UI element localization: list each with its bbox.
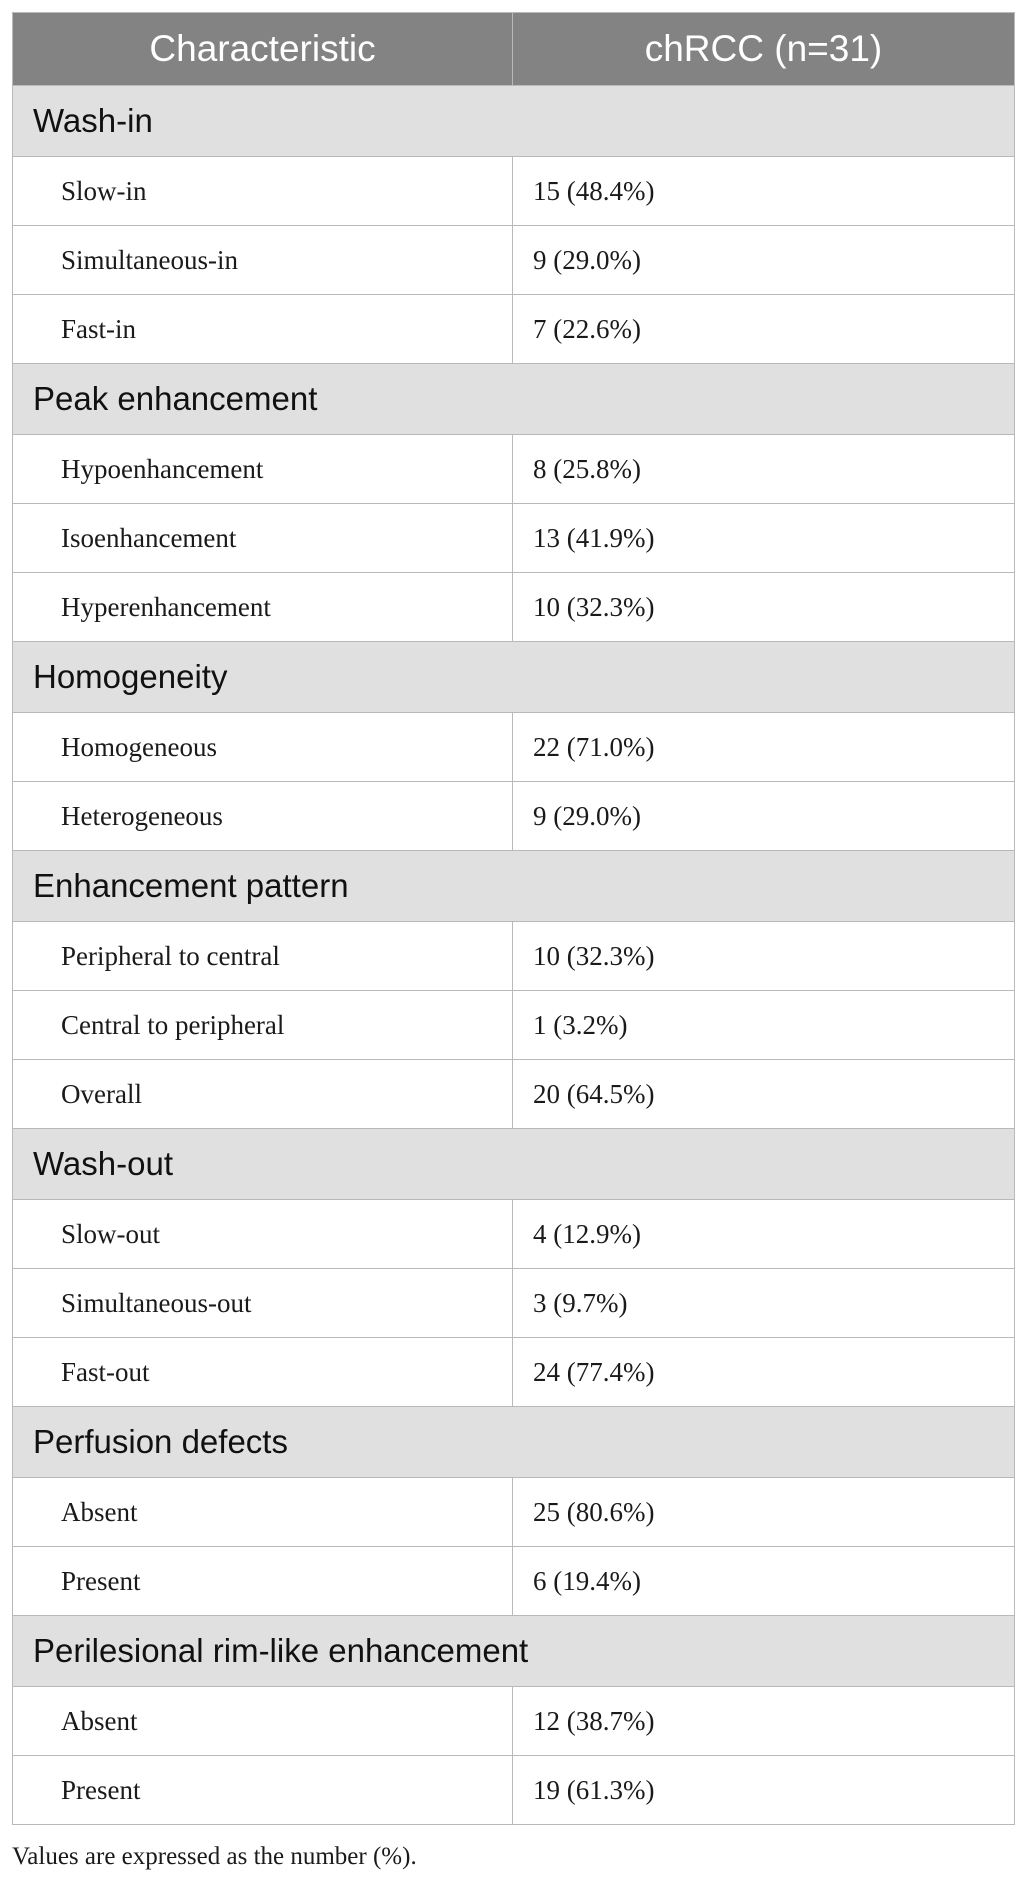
table-row: [13, 1756, 1015, 1825]
header-characteristic: Characteristic: [13, 13, 513, 86]
table-row: [13, 295, 1015, 364]
row-value: 10 (32.3%): [513, 922, 1015, 991]
table-row: [13, 157, 1015, 226]
table-row: [13, 1547, 1015, 1616]
row-value: 3 (9.7%): [513, 1269, 1015, 1338]
row-value: 20 (64.5%): [513, 1060, 1015, 1129]
row-label: Overall: [13, 1060, 513, 1129]
row-value: 24 (77.4%): [513, 1338, 1015, 1407]
group-row: [13, 1616, 1015, 1687]
group-title: Wash-in: [13, 86, 1015, 157]
table-row: [13, 713, 1015, 782]
row-label: Absent: [13, 1478, 513, 1547]
table-row: [13, 991, 1015, 1060]
row-label: Peripheral to central: [13, 922, 513, 991]
row-label: Fast-in: [13, 295, 513, 364]
table-row: [13, 1687, 1015, 1756]
table-row: [13, 922, 1015, 991]
table-container: [12, 12, 1014, 1825]
row-label: Central to peripheral: [13, 991, 513, 1060]
row-label: Slow-out: [13, 1200, 513, 1269]
row-label: Hyperenhancement: [13, 573, 513, 642]
row-value: 19 (61.3%): [513, 1756, 1015, 1825]
group-row: [13, 1407, 1015, 1478]
row-value: 25 (80.6%): [513, 1478, 1015, 1547]
row-value: 7 (22.6%): [513, 295, 1015, 364]
table-body: [13, 86, 1015, 1825]
group-title: Wash-out: [13, 1129, 1015, 1200]
row-label: Heterogeneous: [13, 782, 513, 851]
table-row: [13, 782, 1015, 851]
group-title: Peak enhancement: [13, 364, 1015, 435]
table-row: [13, 1338, 1015, 1407]
characteristics-table: [12, 12, 1015, 1825]
group-title: Homogeneity: [13, 642, 1015, 713]
table-row: [13, 573, 1015, 642]
row-label: Absent: [13, 1687, 513, 1756]
row-label: Slow-in: [13, 157, 513, 226]
row-value: 9 (29.0%): [513, 226, 1015, 295]
table-row: [13, 1478, 1015, 1547]
row-label: Homogeneous: [13, 713, 513, 782]
table-row: [13, 1269, 1015, 1338]
row-value: 10 (32.3%): [513, 573, 1015, 642]
group-title: Perfusion defects: [13, 1407, 1015, 1478]
group-row: [13, 642, 1015, 713]
header-row: [13, 13, 1015, 86]
row-label: Fast-out: [13, 1338, 513, 1407]
group-row: [13, 851, 1015, 922]
group-row: [13, 364, 1015, 435]
row-value: 22 (71.0%): [513, 713, 1015, 782]
table-header: [13, 13, 1015, 86]
table-row: [13, 1060, 1015, 1129]
row-value: 12 (38.7%): [513, 1687, 1015, 1756]
header-chrcc: chRCC (n=31): [513, 13, 1015, 86]
row-label: Hypoenhancement: [13, 435, 513, 504]
table-row: [13, 504, 1015, 573]
row-value: 13 (41.9%): [513, 504, 1015, 573]
row-label: Present: [13, 1756, 513, 1825]
table-row: [13, 226, 1015, 295]
row-value: 4 (12.9%): [513, 1200, 1015, 1269]
row-value: 15 (48.4%): [513, 157, 1015, 226]
group-row: [13, 1129, 1015, 1200]
row-value: 8 (25.8%): [513, 435, 1015, 504]
row-label: Simultaneous-out: [13, 1269, 513, 1338]
row-label: Simultaneous-in: [13, 226, 513, 295]
table-footnote: Values are expressed as the number (%).: [12, 1843, 417, 1870]
row-label: Isoenhancement: [13, 504, 513, 573]
row-value: 1 (3.2%): [513, 991, 1015, 1060]
table-row: [13, 435, 1015, 504]
row-label: Present: [13, 1547, 513, 1616]
table-row: [13, 1200, 1015, 1269]
group-row: [13, 86, 1015, 157]
row-value: 9 (29.0%): [513, 782, 1015, 851]
group-title: Perilesional rim-like enhancement: [13, 1616, 1015, 1687]
row-value: 6 (19.4%): [513, 1547, 1015, 1616]
group-title: Enhancement pattern: [13, 851, 1015, 922]
